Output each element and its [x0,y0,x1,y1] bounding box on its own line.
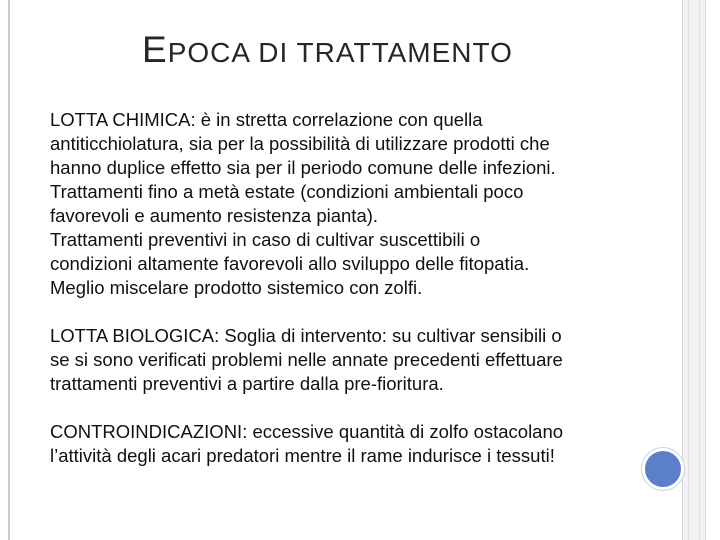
paragraph-lotta-chimica [50,108,650,300]
paragraph-spacer [50,396,650,420]
body-line: LOTTA CHIMICA: è in stretta correlazione con quella [50,109,483,130]
right-decorative-band [682,0,706,540]
body-line: CONTROINDICAZIONI: eccessive quantità di zolfo ostacolano [50,421,564,442]
body-line: Trattamenti fino a metà estate (condizioni ambientali poco [50,181,524,202]
body-line: favorevoli e aumento resistenza pianta). [50,205,379,226]
left-border-line [8,0,10,540]
body-line: Trattamenti preventivi in caso di cultivar suscettibili o [50,229,481,250]
body-line: antiticchiolatura, sia per la possibilità di utilizzare prodotti che [50,133,550,154]
paragraph-spacer [50,300,650,324]
body-line: condizioni altamente favorevoli allo sviluppo delle fitopatia. [50,253,530,274]
slide-body [50,108,650,468]
right-band-inner-lines [688,0,700,540]
body-line: Meglio miscelare prodotto sistemico con zolfi. [50,277,423,298]
title-initial: E [142,29,168,70]
body-line: trattamenti preventivi a partire dalla pre-fioritura. [50,373,444,394]
paragraph-controindicazioni [50,420,650,468]
paragraph-lotta-biologica [50,324,650,396]
slide-title [142,30,513,73]
body-line: se si sono verificati problemi nelle annate precedenti effettuare [50,349,563,370]
title-rest: POCA DI TRATTAMENTO [167,37,513,68]
body-line: hanno duplice effetto sia per il periodo comune delle infezioni. [50,157,556,178]
body-line: LOTTA BIOLOGICA: Soglia di intervento: su cultivar sensibili o [50,325,562,346]
body-line: l’attività degli acari predatori mentre il rame indurisce i tessuti! [50,445,555,466]
